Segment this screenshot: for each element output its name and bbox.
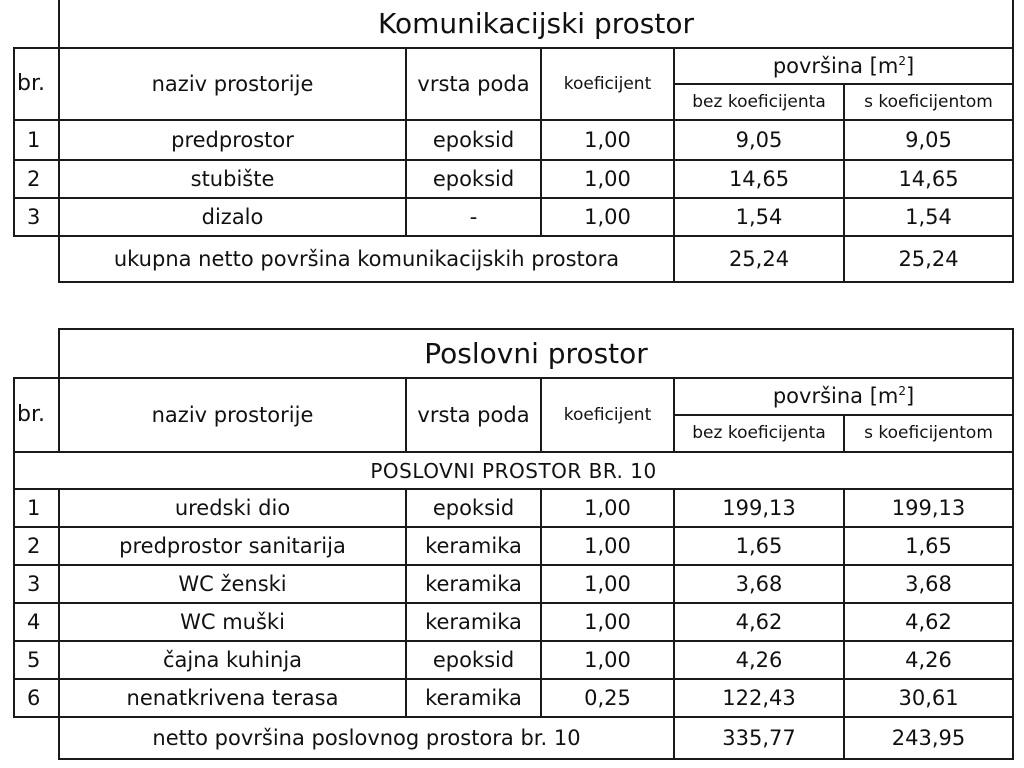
cell-koef: 0,25 <box>541 679 674 717</box>
cell-koef: 1,00 <box>541 603 674 641</box>
cell-s: 30,61 <box>844 679 1013 717</box>
cell-br: 4 <box>14 603 59 641</box>
cell-naziv: predprostor <box>59 120 406 160</box>
header-naziv: naziv prostorije <box>59 48 406 120</box>
header-br: br. <box>14 378 59 452</box>
header-povrsina <box>674 48 1013 84</box>
cell-koef: 1,00 <box>541 641 674 679</box>
cell-naziv: čajna kuhinja <box>59 641 406 679</box>
table-row <box>14 160 1013 198</box>
cell-bez: 4,26 <box>674 641 844 679</box>
cell-koef: 1,00 <box>541 489 674 527</box>
table-row <box>14 120 1013 160</box>
cell-naziv: WC ženski <box>59 565 406 603</box>
cell-naziv: WC muški <box>59 603 406 641</box>
header-povrsina-label: površina [m <box>772 384 899 408</box>
table-komunikacijski-prostor <box>13 0 1014 283</box>
cell-s: 4,26 <box>844 641 1013 679</box>
header-povrsina-end: ] <box>906 384 915 408</box>
cell-br: 1 <box>14 489 59 527</box>
cell-vrsta: keramika <box>406 527 541 565</box>
total-row <box>14 717 1013 759</box>
cell-s: 4,62 <box>844 603 1013 641</box>
cell-vrsta: - <box>406 198 541 236</box>
header-koeficijent: koeficijent <box>541 378 674 452</box>
total-label: netto površina poslovnog prostora br. 10 <box>59 717 674 759</box>
total-s: 243,95 <box>844 717 1013 759</box>
cell-bez: 199,13 <box>674 489 844 527</box>
blank-cell <box>14 0 59 48</box>
header-koeficijent: koeficijent <box>541 48 674 120</box>
cell-bez: 1,54 <box>674 198 844 236</box>
header-br: br. <box>14 48 59 120</box>
header-povrsina-end: ] <box>905 53 915 78</box>
cell-br: 6 <box>14 679 59 717</box>
cell-br: 2 <box>14 160 59 198</box>
cell-bez: 3,68 <box>674 565 844 603</box>
table-title: Poslovni prostor <box>59 329 1013 378</box>
cell-naziv: predprostor sanitarija <box>59 527 406 565</box>
header-bez-koeficijenta: bez koeficijenta <box>674 84 844 120</box>
cell-bez: 1,65 <box>674 527 844 565</box>
blank-cell <box>14 717 59 759</box>
cell-vrsta: epoksid <box>406 160 541 198</box>
total-row <box>14 236 1013 282</box>
cell-bez: 14,65 <box>674 160 844 198</box>
cell-s: 3,68 <box>844 565 1013 603</box>
cell-br: 3 <box>14 565 59 603</box>
table-row <box>14 603 1013 641</box>
cell-br: 5 <box>14 641 59 679</box>
cell-koef: 1,00 <box>541 565 674 603</box>
cell-s: 14,65 <box>844 160 1013 198</box>
cell-vrsta: epoksid <box>406 489 541 527</box>
header-naziv: naziv prostorije <box>59 378 406 452</box>
header-povrsina-label: površina [m <box>772 53 899 78</box>
cell-br: 3 <box>14 198 59 236</box>
cell-naziv: uredski dio <box>59 489 406 527</box>
cell-koef: 1,00 <box>541 527 674 565</box>
cell-koef: 1,00 <box>541 120 674 160</box>
total-s: 25,24 <box>844 236 1013 282</box>
table-row <box>14 489 1013 527</box>
header-bez-koeficijenta: bez koeficijenta <box>674 415 844 452</box>
cell-bez: 122,43 <box>674 679 844 717</box>
table-poslovni-prostor <box>13 328 1014 760</box>
cell-naziv: dizalo <box>59 198 406 236</box>
table-row <box>14 679 1013 717</box>
cell-koef: 1,00 <box>541 198 674 236</box>
header-vrsta-poda: vrsta poda <box>406 48 541 120</box>
table-title: Komunikacijski prostor <box>59 0 1013 48</box>
cell-naziv: nenatkrivena terasa <box>59 679 406 717</box>
cell-vrsta: keramika <box>406 565 541 603</box>
cell-s: 199,13 <box>844 489 1013 527</box>
cell-bez: 4,62 <box>674 603 844 641</box>
table-row <box>14 198 1013 236</box>
cell-bez: 9,05 <box>674 120 844 160</box>
total-bez: 335,77 <box>674 717 844 759</box>
header-s-koeficijentom: s koeficijentom <box>844 84 1013 120</box>
total-label: ukupna netto površina komunikacijskih prostora <box>59 236 674 282</box>
cell-vrsta: keramika <box>406 679 541 717</box>
header-povrsina-sup: 2 <box>898 53 906 68</box>
header-vrsta-poda: vrsta poda <box>406 378 541 452</box>
header-povrsina <box>674 378 1013 415</box>
section-heading: POSLOVNI PROSTOR BR. 10 <box>14 452 1013 489</box>
cell-br: 2 <box>14 527 59 565</box>
table-row <box>14 641 1013 679</box>
cell-vrsta: epoksid <box>406 120 541 160</box>
header-povrsina-sup: 2 <box>898 384 907 398</box>
cell-s: 1,65 <box>844 527 1013 565</box>
cell-naziv: stubište <box>59 160 406 198</box>
cell-vrsta: epoksid <box>406 641 541 679</box>
blank-cell <box>14 329 59 378</box>
cell-koef: 1,00 <box>541 160 674 198</box>
table-row <box>14 527 1013 565</box>
cell-s: 1,54 <box>844 198 1013 236</box>
blank-cell <box>14 236 59 282</box>
cell-s: 9,05 <box>844 120 1013 160</box>
cell-vrsta: keramika <box>406 603 541 641</box>
total-bez: 25,24 <box>674 236 844 282</box>
cell-br: 1 <box>14 120 59 160</box>
table-row <box>14 565 1013 603</box>
header-s-koeficijentom: s koeficijentom <box>844 415 1013 452</box>
